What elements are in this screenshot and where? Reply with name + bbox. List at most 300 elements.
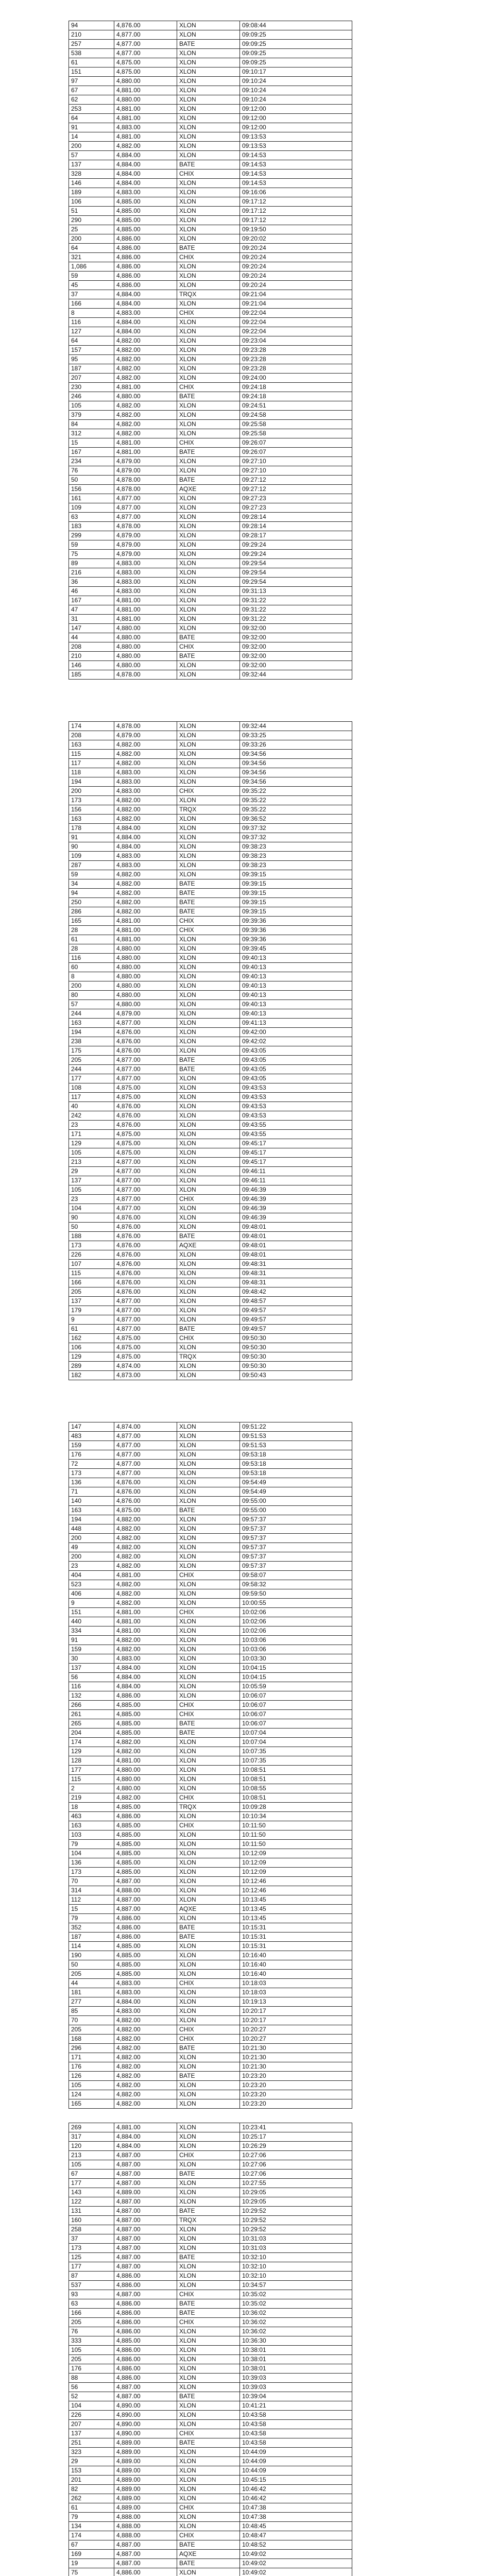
quantity-cell: 463 [69,1812,114,1821]
time-cell: 10:27:06 [240,2160,352,2170]
time-cell: 09:40:13 [240,963,352,972]
table-row [69,2281,352,2290]
quantity-cell: 177 [69,1766,114,1775]
table-row [69,833,352,842]
venue-cell: XLON [177,1951,240,1960]
price-cell: 4,882.00 [114,1747,177,1756]
quantity-cell: 29 [69,2457,114,2466]
time-cell: 10:05:59 [240,1682,352,1691]
time-cell: 09:46:11 [240,1167,352,1176]
quantity-cell: 289 [69,1362,114,1371]
venue-cell: XLON [177,1223,240,1232]
venue-cell: XLON [177,2262,240,2272]
price-cell: 4,887.00 [114,2290,177,2299]
quantity-cell: 187 [69,364,114,374]
venue-cell: XLON [177,1019,240,1028]
price-cell: 4,887.00 [114,2179,177,2188]
price-cell: 4,889.00 [114,2503,177,2513]
price-cell: 4,882.00 [114,420,177,429]
time-cell: 09:43:53 [240,1083,352,1093]
table-row [69,750,352,759]
venue-cell: BATE [177,2170,240,2179]
venue-cell: XLON [177,1858,240,1868]
venue-cell: CHIX [177,1821,240,1831]
price-cell: 4,876.00 [114,1260,177,1269]
time-cell: 10:35:02 [240,2299,352,2309]
time-cell: 10:20:27 [240,2025,352,2035]
venue-cell: BATE [177,652,240,661]
venue-cell: XLON [177,1460,240,1469]
price-cell: 4,886.00 [114,2299,177,2309]
venue-cell: XLON [177,1654,240,1664]
quantity-cell: 323 [69,2448,114,2457]
price-cell: 4,882.00 [114,1552,177,1562]
venue-cell: XLON [177,346,240,355]
quantity-cell: 182 [69,1371,114,1380]
price-cell: 4,884.00 [114,2142,177,2151]
venue-cell: XLON [177,981,240,991]
venue-cell: XLON [177,935,240,944]
time-cell: 09:40:13 [240,991,352,1000]
quantity-cell: 287 [69,861,114,870]
table-row [69,1849,352,1858]
table-row [69,1979,352,1988]
price-cell: 4,885.00 [114,1849,177,1858]
quantity-cell: 190 [69,1951,114,1960]
price-cell: 4,886.00 [114,1691,177,1701]
quantity-cell: 537 [69,2281,114,2290]
price-cell: 4,885.00 [114,197,177,207]
table-row [69,1371,352,1380]
table-row [69,722,352,731]
table-row [69,1497,352,1506]
venue-cell: CHIX [177,383,240,392]
table-row [69,346,352,355]
price-cell: 4,877.00 [114,1297,177,1306]
time-cell: 09:22:04 [240,318,352,327]
venue-cell: BATE [177,907,240,917]
quantity-cell: 208 [69,731,114,740]
quantity-cell: 147 [69,624,114,633]
price-cell: 4,887.00 [114,2383,177,2392]
table-row [69,272,352,281]
table-row [69,861,352,870]
price-cell: 4,887.00 [114,2216,177,2225]
venue-cell: XLON [177,2420,240,2429]
time-cell: 10:27:06 [240,2151,352,2160]
price-cell: 4,882.00 [114,2081,177,2090]
time-cell: 09:24:58 [240,411,352,420]
quantity-cell: 91 [69,1636,114,1645]
table-row [69,179,352,188]
time-cell: 10:36:02 [240,2318,352,2327]
table-row [69,2123,352,2132]
quantity-cell: 207 [69,374,114,383]
quantity-cell: 62 [69,95,114,105]
table-row [69,926,352,935]
price-cell: 4,874.00 [114,1362,177,1371]
table-row [69,870,352,879]
table-row [69,2016,352,2025]
quantity-cell: 230 [69,383,114,392]
table-row [69,466,352,476]
venue-cell: XLON [177,1682,240,1691]
table-row [69,2044,352,2053]
venue-cell: XLON [177,207,240,216]
quantity-cell: 67 [69,2170,114,2179]
price-cell: 4,880.00 [114,944,177,954]
venue-cell: XLON [177,2383,240,2392]
time-cell: 09:29:54 [240,578,352,587]
table-row [69,898,352,907]
price-cell: 4,881.00 [114,605,177,615]
table-row [69,2550,352,2559]
venue-cell: BATE [177,2207,240,2216]
table-row [69,1325,352,1334]
time-cell: 09:17:12 [240,207,352,216]
table-row [69,605,352,615]
time-cell: 09:48:01 [240,1232,352,1241]
price-cell: 4,876.00 [114,1269,177,1278]
table-row [69,188,352,197]
time-cell: 10:23:20 [240,2072,352,2081]
quantity-cell: 334 [69,1626,114,1636]
table-row [69,86,352,95]
table-row [69,2244,352,2253]
time-cell: 10:38:01 [240,2364,352,2374]
table-row [69,2272,352,2281]
time-cell: 09:40:13 [240,1000,352,1009]
venue-cell: CHIX [177,2025,240,2035]
price-cell: 4,882.00 [114,1589,177,1599]
quantity-cell: 166 [69,299,114,309]
quantity-cell: 47 [69,605,114,615]
price-cell: 4,884.00 [114,160,177,170]
price-cell: 4,885.00 [114,1840,177,1849]
table-row [69,1478,352,1487]
table-row [69,1543,352,1552]
quantity-cell: 122 [69,2197,114,2207]
venue-cell: XLON [177,722,240,731]
table-row [69,1988,352,1997]
price-cell: 4,885.00 [114,1970,177,1979]
table-row [69,2090,352,2099]
price-cell: 4,882.00 [114,2090,177,2099]
quantity-cell: 61 [69,1325,114,1334]
quantity-cell: 177 [69,2179,114,2188]
time-cell: 09:38:23 [240,842,352,852]
time-cell: 09:10:17 [240,67,352,77]
quantity-cell: 56 [69,2383,114,2392]
time-cell: 09:50:30 [240,1362,352,1371]
table-row [69,225,352,234]
table-row [69,1682,352,1691]
price-cell: 4,882.00 [114,740,177,750]
quantity-cell: 57 [69,1000,114,1009]
quantity-cell: 146 [69,179,114,188]
time-cell: 09:34:56 [240,750,352,759]
quantity-cell: 379 [69,411,114,420]
time-cell: 10:15:31 [240,1942,352,1951]
price-cell: 4,887.00 [114,2197,177,2207]
table-row [69,457,352,466]
price-cell: 4,889.00 [114,2485,177,2494]
table-row [69,1287,352,1297]
time-cell: 10:36:30 [240,2336,352,2346]
price-cell: 4,876.00 [114,1287,177,1297]
venue-cell: XLON [177,281,240,290]
table-row [69,438,352,448]
table-row [69,1441,352,1450]
price-cell: 4,884.00 [114,824,177,833]
table-row [69,1895,352,1905]
time-cell: 09:20:24 [240,253,352,262]
time-cell: 09:12:00 [240,105,352,114]
venue-cell: XLON [177,2457,240,2466]
table-row [69,2290,352,2299]
quantity-cell: 124 [69,2090,114,2099]
quantity-cell: 63 [69,2299,114,2309]
quantity-cell: 242 [69,1111,114,1121]
price-cell: 4,878.00 [114,476,177,485]
quantity-cell: 286 [69,907,114,917]
quantity-cell: 226 [69,1250,114,1260]
time-cell: 09:39:15 [240,907,352,917]
table-row [69,2253,352,2262]
price-cell: 4,877.00 [114,503,177,513]
quantity-cell: 67 [69,2540,114,2550]
quantity-cell: 523 [69,1580,114,1589]
venue-cell: XLON [177,1766,240,1775]
quantity-cell: 161 [69,494,114,503]
quantity-cell: 94 [69,21,114,30]
venue-cell: XLON [177,1009,240,1019]
time-cell: 09:43:05 [240,1046,352,1056]
table-row [69,633,352,642]
time-cell: 09:20:02 [240,234,352,244]
venue-cell: XLON [177,2244,240,2253]
time-cell: 10:07:04 [240,1738,352,1747]
price-cell: 4,887.00 [114,2160,177,2170]
time-cell: 09:54:49 [240,1478,352,1487]
quantity-cell: 59 [69,540,114,550]
price-cell: 4,877.00 [114,1204,177,1213]
table-row [69,2364,352,2374]
venue-cell: CHIX [177,2503,240,2513]
quantity-cell: 64 [69,336,114,346]
price-cell: 4,876.00 [114,1028,177,1037]
quantity-cell: 166 [69,2309,114,2318]
price-cell: 4,879.00 [114,550,177,559]
time-cell: 09:39:36 [240,935,352,944]
quantity-cell: 127 [69,327,114,336]
quantity-cell: 210 [69,30,114,40]
venue-cell: XLON [177,759,240,768]
time-cell: 09:17:12 [240,197,352,207]
price-cell: 4,885.00 [114,1710,177,1719]
price-cell: 4,883.00 [114,559,177,568]
table-row [69,1775,352,1784]
table-row [69,1093,352,1102]
venue-cell: XLON [177,2346,240,2355]
time-cell: 09:48:31 [240,1278,352,1287]
table-row [69,1524,352,1534]
venue-cell: XLON [177,262,240,272]
quantity-cell: 251 [69,2438,114,2448]
quantity-cell: 109 [69,852,114,861]
time-cell: 10:08:55 [240,1784,352,1793]
venue-cell: XLON [177,750,240,759]
table-row [69,299,352,309]
venue-cell: XLON [177,1895,240,1905]
table-row [69,2225,352,2234]
table-row [69,2448,352,2457]
price-cell: 4,882.00 [114,2044,177,2053]
table-row [69,2429,352,2438]
time-cell: 10:29:52 [240,2207,352,2216]
quantity-cell: 166 [69,1278,114,1287]
time-cell: 09:50:30 [240,1343,352,1352]
quantity-cell: 116 [69,318,114,327]
table-row [69,2485,352,2494]
quantity-cell: 115 [69,1775,114,1784]
quantity-cell: 189 [69,188,114,197]
venue-cell: XLON [177,1831,240,1840]
table-row [69,1250,352,1260]
venue-cell: XLON [177,1046,240,1056]
venue-cell: XLON [177,355,240,364]
venue-cell: XLON [177,1093,240,1102]
time-cell: 10:03:06 [240,1645,352,1654]
time-cell: 10:29:05 [240,2188,352,2197]
table-row [69,1886,352,1895]
table-row [69,1269,352,1278]
quantity-cell: 85 [69,2007,114,2016]
price-cell: 4,886.00 [114,1914,177,1923]
table-row [69,142,352,151]
time-cell: 09:46:39 [240,1185,352,1195]
venue-cell: XLON [177,1626,240,1636]
price-cell: 4,890.00 [114,2429,177,2438]
time-cell: 09:27:12 [240,485,352,494]
price-cell: 4,885.00 [114,2336,177,2346]
price-cell: 4,876.00 [114,1121,177,1130]
table-row [69,2383,352,2392]
table-row [69,991,352,1000]
time-cell: 09:48:42 [240,1287,352,1297]
quantity-cell: 183 [69,522,114,531]
price-cell: 4,882.00 [114,2099,177,2109]
table-row [69,2438,352,2448]
table-row [69,2188,352,2197]
price-cell: 4,882.00 [114,815,177,824]
price-cell: 4,881.00 [114,917,177,926]
price-cell: 4,886.00 [114,2309,177,2318]
quantity-cell: 296 [69,2044,114,2053]
venue-cell: CHIX [177,926,240,935]
quantity-cell: 174 [69,2531,114,2540]
time-cell: 10:31:03 [240,2244,352,2253]
venue-cell: CHIX [177,170,240,179]
quantity-cell: 257 [69,40,114,49]
price-cell: 4,886.00 [114,2346,177,2355]
venue-cell: XLON [177,1111,240,1121]
quantity-cell: 52 [69,2392,114,2401]
table-row [69,207,352,216]
time-cell: 10:06:07 [240,1701,352,1710]
venue-cell: AQXE [177,485,240,494]
time-cell: 09:32:00 [240,624,352,633]
table-row [69,2318,352,2327]
price-cell: 4,883.00 [114,861,177,870]
time-cell: 10:29:52 [240,2216,352,2225]
table-row [69,768,352,777]
table-row [69,1728,352,1738]
quantity-cell: 176 [69,2062,114,2072]
price-cell: 4,881.00 [114,2123,177,2132]
venue-cell: BATE [177,1506,240,1515]
time-cell: 10:00:55 [240,1599,352,1608]
price-cell: 4,875.00 [114,1139,177,1148]
venue-cell: XLON [177,1886,240,1895]
price-cell: 4,875.00 [114,1148,177,1158]
quantity-cell: 2 [69,1784,114,1793]
table-row [69,513,352,522]
price-cell: 4,882.00 [114,142,177,151]
venue-cell: BATE [177,1325,240,1334]
price-cell: 4,884.00 [114,1664,177,1673]
price-cell: 4,886.00 [114,262,177,272]
venue-cell: XLON [177,1260,240,1269]
quantity-cell: 132 [69,1691,114,1701]
quantity-cell: 129 [69,1352,114,1362]
table-row [69,2160,352,2170]
quantity-cell: 93 [69,2290,114,2299]
time-cell: 10:08:51 [240,1793,352,1803]
time-cell: 09:25:58 [240,429,352,438]
venue-cell: XLON [177,1849,240,1858]
table-row [69,485,352,494]
table-row [69,2476,352,2485]
time-cell: 09:40:13 [240,1009,352,1019]
time-cell: 09:10:24 [240,86,352,95]
price-cell: 4,887.00 [114,2207,177,2216]
time-cell: 09:09:25 [240,40,352,49]
quantity-cell: 25 [69,225,114,234]
venue-cell: XLON [177,1287,240,1297]
table-row [69,1469,352,1478]
table-row [69,1840,352,1849]
table-row [69,1942,352,1951]
quantity-cell: 63 [69,513,114,522]
venue-cell: XLON [177,1083,240,1093]
table-row [69,420,352,429]
price-cell: 4,877.00 [114,1176,177,1185]
table-row [69,448,352,457]
venue-cell: XLON [177,2179,240,2188]
venue-cell: CHIX [177,438,240,448]
table-row [69,1334,352,1343]
quantity-cell: 61 [69,935,114,944]
price-cell: 4,882.00 [114,2072,177,2081]
price-cell: 4,882.00 [114,1793,177,1803]
quantity-cell: 137 [69,2429,114,2438]
venue-cell: XLON [177,1840,240,1849]
quantity-cell: 173 [69,796,114,805]
price-cell: 4,877.00 [114,1441,177,1450]
time-cell: 09:57:37 [240,1534,352,1543]
trade-table [68,21,352,680]
